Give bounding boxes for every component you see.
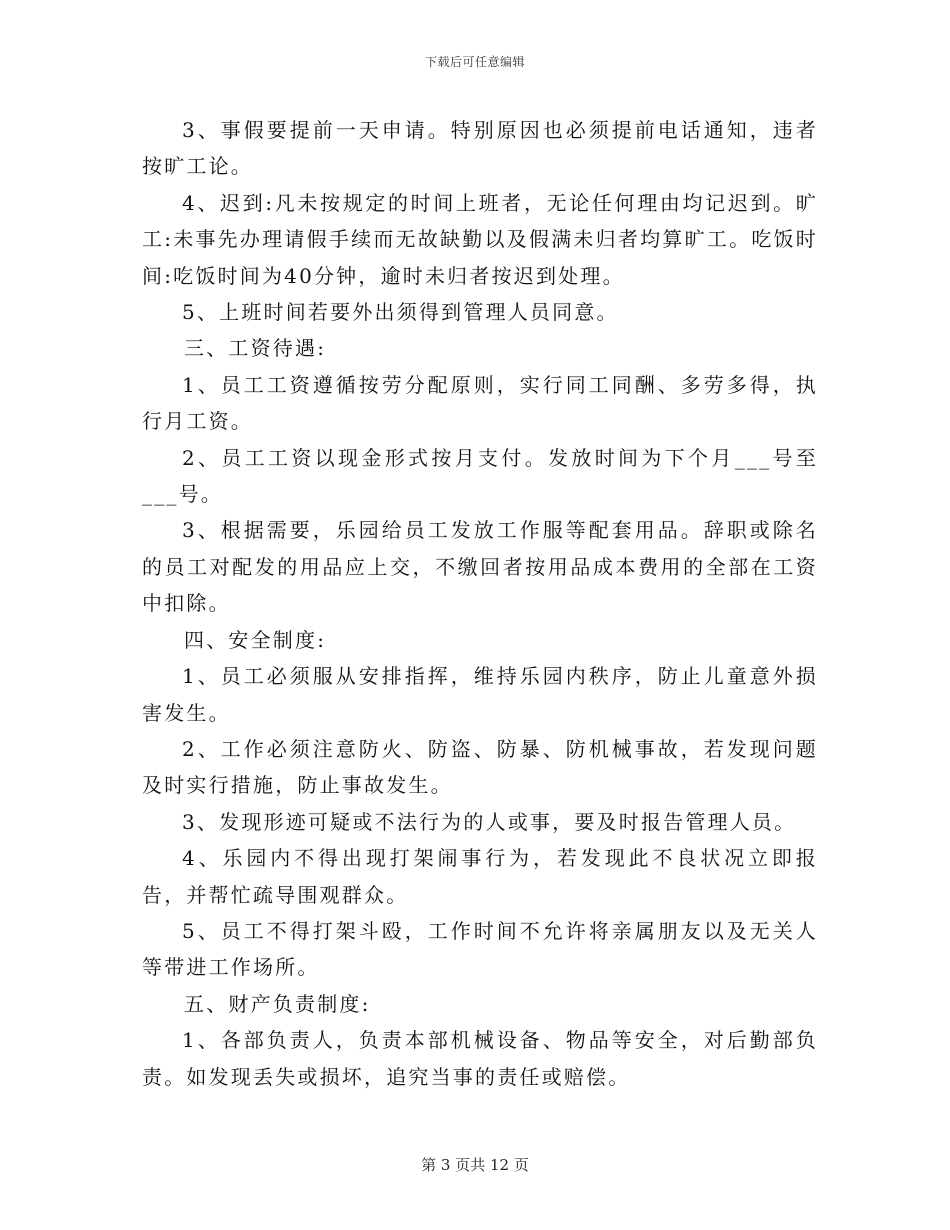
section-heading-wages: 三、工资待遇: xyxy=(184,336,327,361)
paragraph-lateness-rules: 4、迟到:凡未按规定的时间上班者，无论任何理由均记迟到。旷工:未事先办理请假手续而无故缺勤以及假满未归者均算旷工。吃饭时间:吃饭时间为40分钟，逾时未归者按迟到处理。 xyxy=(142,190,818,288)
paragraph-safety-accidents: 2、工作必须注意防火、防盗、防暴、防机械事故，若发现问题及时实行措施，防止事故发生。 xyxy=(142,736,818,798)
paragraph-property-responsibility: 1、各部负责人，负责本部机械设备、物品等安全，对后勤部负责。如发现丢失或损坏，追究当事的责任或赔偿。 xyxy=(142,1028,818,1089)
paragraph-going-out: 5、上班时间若要外出须得到管理人员同意。 xyxy=(182,300,619,325)
page-header-note: 下载后可任意编辑 xyxy=(424,55,525,69)
paragraph-suspicious-report: 3、发现形迹可疑或不法行为的人或事，要及时报告管理人员。 xyxy=(182,809,797,834)
paragraph-uniforms: 3、根据需要，乐园给员工发放工作服等配套用品。辞职或除名的员工对配发的用品应上交，不缴回者按用品成本费用的全部在工资中扣除。 xyxy=(142,518,818,616)
paragraph-fighting-report: 4、乐园内不得出现打架闹事行为，若发现此不良状况立即报告，并帮忙疏导围观群众。 xyxy=(142,846,818,907)
paragraph-wage-payment: 2、员工工资以现金形式按月支付。发放时间为下个月___号至___号。 xyxy=(142,445,818,507)
section-heading-safety: 四、安全制度: xyxy=(184,627,327,652)
paragraph-wage-principle: 1、员工工资遵循按劳分配原则，实行同工同酬、多劳多得，执行月工资。 xyxy=(142,372,818,434)
paragraph-safety-order: 1、员工必须服从安排指挥，维持乐园内秩序，防止儿童意外损害发生。 xyxy=(142,664,818,725)
page-number-footer: 第 3 页共 12 页 xyxy=(421,1156,529,1174)
document-body xyxy=(142,112,818,1095)
section-heading-property: 五、财产负责制度: xyxy=(184,991,371,1016)
paragraph-leave-request: 3、事假要提前一天申请。特别原因也必须提前电话通知，违者按旷工论。 xyxy=(142,118,818,179)
paragraph-no-fighting: 5、员工不得打架斗殴，工作时间不允许将亲属朋友以及无关人等带进工作场所。 xyxy=(142,918,818,980)
